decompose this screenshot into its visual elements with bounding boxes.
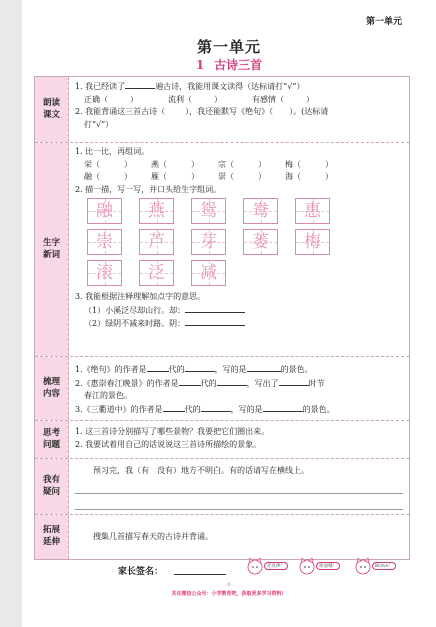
tracing-cell[interactable]: 减 (191, 260, 226, 286)
section-think (35, 421, 409, 459)
word-row-1: 栄（ ） 燕（ ） 宗（ ） 梅（ ） (84, 159, 333, 169)
tracing-cell[interactable]: 融 (87, 198, 122, 224)
section-label: 思考 问题 (35, 421, 69, 458)
blank-field[interactable] (179, 377, 201, 386)
section-content: 1. 这三首诗分别描写了哪些景物？我要把它们圈出来。 2. 我要试着用自己的话说说这三首诗所描绘的景象。 (75, 427, 270, 449)
sticker-bubble: 你真棒！ (264, 562, 288, 570)
parent-sign-label: 家长签名： (118, 567, 164, 577)
blank-field[interactable] (279, 377, 309, 386)
lesson-title (22, 56, 436, 73)
section-sort (35, 357, 409, 421)
section-chars (35, 143, 409, 357)
tracing-cell[interactable]: 鸯 (243, 198, 278, 224)
page-number: ·1· (225, 582, 233, 588)
section-content: 搜集几首描写春天的古诗并背诵。 (93, 531, 213, 541)
section-read (35, 77, 409, 143)
section-content: 1. 比一比，再组词。 栄（ ） 燕（ ） 宗（ ） 梅（ ） 融（ ） 雁（ ） 崇（ ） 海（ ） 2. 描一描，写一写，并口头给生字组词。 融 燕 鸳 鸯 惠 崇 芦 芽 蒌 梅 滚 泛 减 3. 我能根据注释理解加点字的意思。 （1）小溪泛尽却山行。却： （2）绿阴不减来时路。阴： (69, 143, 409, 356)
section-content: 预习完，我（有 没有）地方不明白。有的话请写在横线上。 (69, 459, 409, 514)
blank-field[interactable] (125, 80, 155, 89)
unit-tag: 第一单元 (365, 17, 402, 27)
tracing-cell[interactable]: 泛 (139, 260, 174, 286)
tracing-cell[interactable]: 滚 (87, 260, 122, 286)
promo-text: 关注微信公众号：小学教育吧，获取更多学习资料！ (171, 591, 287, 597)
tracing-cell[interactable]: 蒌 (243, 229, 278, 255)
cat-sticker-icon (352, 556, 398, 576)
blank-field[interactable] (185, 363, 215, 372)
worksheet-page (22, 0, 436, 627)
section-label: 梳理 内容 (35, 357, 69, 420)
section-label: 我有 疑问 (35, 459, 69, 514)
cat-sticker-icon (296, 556, 342, 576)
parent-sign-field[interactable] (174, 574, 226, 575)
blank-field[interactable] (185, 304, 245, 313)
sticker-bubble: 加油哦！ (316, 562, 340, 570)
section-label: 朗读 课文 (35, 77, 69, 142)
answer-line[interactable] (75, 484, 403, 494)
preview-table (34, 76, 410, 560)
footer (22, 560, 436, 580)
section-extend (35, 515, 409, 559)
tracing-cell[interactable]: 燕 (139, 198, 174, 224)
section-content: 1.《绝句》的作者是 代的 ，写的是 的景色。 2.《惠崇春江晚景》的作者是 代的 ，写出了 时节 春江的景色。 3.《三衢道中》的作者是 代的 ，写的是 的景色。 (75, 365, 335, 414)
section-doubt (35, 459, 409, 515)
tracing-cell[interactable]: 崇 (87, 229, 122, 255)
blank-field[interactable] (147, 363, 169, 372)
tracing-cell[interactable]: 梅 (295, 229, 330, 255)
lesson-number: 1 (195, 58, 205, 72)
blank-field[interactable] (185, 317, 245, 326)
cat-sticker-icon (244, 556, 290, 576)
tracing-grid (75, 196, 403, 286)
tracing-cell[interactable]: 芽 (191, 229, 226, 255)
unit-title: 第一单元 (196, 38, 261, 56)
tracing-cell[interactable]: 鸳 (191, 198, 226, 224)
blank-field[interactable] (163, 403, 185, 412)
sticker-bubble: Bravo！ (372, 562, 396, 570)
blank-field[interactable] (217, 377, 247, 386)
section-label: 生字 新词 (35, 143, 69, 356)
tracing-cell[interactable]: 惠 (295, 198, 330, 224)
blank-field[interactable] (263, 403, 303, 412)
blank-field[interactable] (247, 363, 281, 372)
lesson-name: 古诗三首 (214, 58, 263, 72)
word-row-2: 融（ ） 雁（ ） 崇（ ） 海（ ） (84, 172, 333, 181)
section-content: 1. 我已经读了 遍古诗，我能用课文读得（达标请打“√”） 正确（ ） 流利（ ） 有感情（ ） 2. 我能背诵这三首古诗（ ），我还能默写《绝句》（ ）。(达标请 打“√”） (75, 82, 329, 129)
tracing-cell[interactable]: 芦 (139, 229, 174, 255)
section-label: 拓展 延伸 (35, 515, 69, 559)
blank-field[interactable] (201, 403, 231, 412)
answer-line[interactable] (75, 500, 403, 510)
